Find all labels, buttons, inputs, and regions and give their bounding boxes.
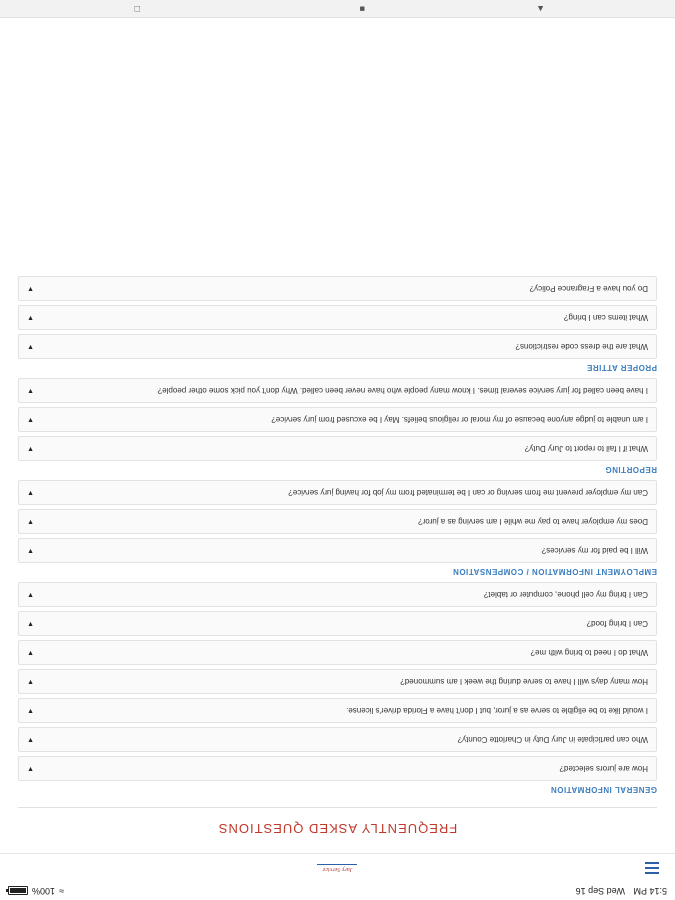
caret-down-icon: ▼ xyxy=(27,765,34,772)
page-title: FREQUENTLY ASKED QUESTIONS xyxy=(217,821,458,836)
caret-down-icon: ▼ xyxy=(27,343,34,350)
faq-item[interactable] xyxy=(18,480,657,505)
faq-item[interactable] xyxy=(18,756,657,781)
caret-down-icon: ▼ xyxy=(27,707,34,714)
share-icon[interactable]: ▲ xyxy=(536,4,545,14)
tabs-icon[interactable]: □ xyxy=(134,4,140,14)
caret-down-icon: ▼ xyxy=(27,678,34,685)
status-bar xyxy=(0,882,675,900)
bookmark-icon[interactable]: ■ xyxy=(359,4,365,14)
caret-down-icon: ▼ xyxy=(27,314,34,321)
faq-question: What do I need to bring with me? xyxy=(530,648,648,657)
faq-question: Can my employer prevent me from serving or can I be terminated from my job for having jury service? xyxy=(288,488,648,497)
divider xyxy=(18,807,657,808)
faq-item[interactable] xyxy=(18,727,657,752)
caret-down-icon: ▼ xyxy=(27,591,34,598)
faq-item[interactable] xyxy=(18,436,657,461)
status-time: 5:14 PM xyxy=(633,886,667,896)
faq-item[interactable] xyxy=(18,334,657,359)
section-title: EMPLOYMENT INFORMATION / COMPENSATION xyxy=(452,567,657,576)
site-logo[interactable] xyxy=(315,861,361,875)
section-title: REPORTING xyxy=(604,465,657,474)
faq-question: Who can participate in Jury Duty in Charlotte County? xyxy=(457,735,648,744)
wifi-icon: ≈ xyxy=(59,886,64,896)
battery-icon xyxy=(8,887,28,896)
caret-down-icon: ▼ xyxy=(27,285,34,292)
faq-item[interactable] xyxy=(18,611,657,636)
faq-item[interactable] xyxy=(18,669,657,694)
faq-item[interactable] xyxy=(18,276,657,301)
faq-question: What are the dress code restrictions? xyxy=(515,342,648,351)
section-title: GENERAL INFORMATION xyxy=(550,785,657,794)
faq-item[interactable] xyxy=(18,305,657,330)
faq-question: What items can I bring? xyxy=(563,313,648,322)
faq-item[interactable] xyxy=(18,378,657,403)
caret-down-icon: ▼ xyxy=(27,518,34,525)
section-title: PROPER ATTIRE xyxy=(586,363,657,372)
battery-percent: 100% xyxy=(32,886,56,896)
faq-question: Does my employer have to pay me while I am serving as a juror? xyxy=(418,517,648,526)
hamburger-menu-icon[interactable] xyxy=(645,862,659,874)
faq-question: I have been called for jury service several times. I know many people who have never been called. Why don't you pick some other people? xyxy=(157,386,648,395)
browser-top-strip xyxy=(0,0,675,18)
faq-question: Do you have a Fragrance Policy? xyxy=(529,284,648,293)
faq-question: Can I bring my cell phone, computer or tablet? xyxy=(483,590,648,599)
caret-down-icon: ▼ xyxy=(27,489,34,496)
caret-down-icon: ▼ xyxy=(27,736,34,743)
caret-down-icon: ▼ xyxy=(27,387,34,394)
caret-down-icon: ▼ xyxy=(27,416,34,423)
faq-item[interactable] xyxy=(18,582,657,607)
faq-question: Can I bring food? xyxy=(586,619,648,628)
faq-item[interactable] xyxy=(18,509,657,534)
app-header xyxy=(0,853,675,882)
faq-question: How are jurors selected? xyxy=(559,764,648,773)
caret-down-icon: ▼ xyxy=(27,620,34,627)
logo-text: Jury Service xyxy=(322,866,353,872)
faq-content xyxy=(18,272,657,800)
faq-item[interactable] xyxy=(18,640,657,665)
faq-question: How many days will I have to serve during the week I am summoned? xyxy=(400,677,648,686)
caret-down-icon: ▼ xyxy=(27,547,34,554)
faq-question: What if I fail to report to Jury Duty? xyxy=(524,444,648,453)
faq-question: I would like to be eligible to serve as a juror, but I don't have a Florida driver's license. xyxy=(346,706,648,715)
faq-item[interactable] xyxy=(18,698,657,723)
caret-down-icon: ▼ xyxy=(27,445,34,452)
caret-down-icon: ▼ xyxy=(27,649,34,656)
faq-item[interactable] xyxy=(18,407,657,432)
status-date: Wed Sep 16 xyxy=(575,886,625,896)
faq-question: Will I be paid for my services? xyxy=(541,546,648,555)
faq-question: I am unable to judge anyone because of my moral or religious beliefs. May I be excused from jury service? xyxy=(271,415,648,424)
faq-item[interactable] xyxy=(18,538,657,563)
